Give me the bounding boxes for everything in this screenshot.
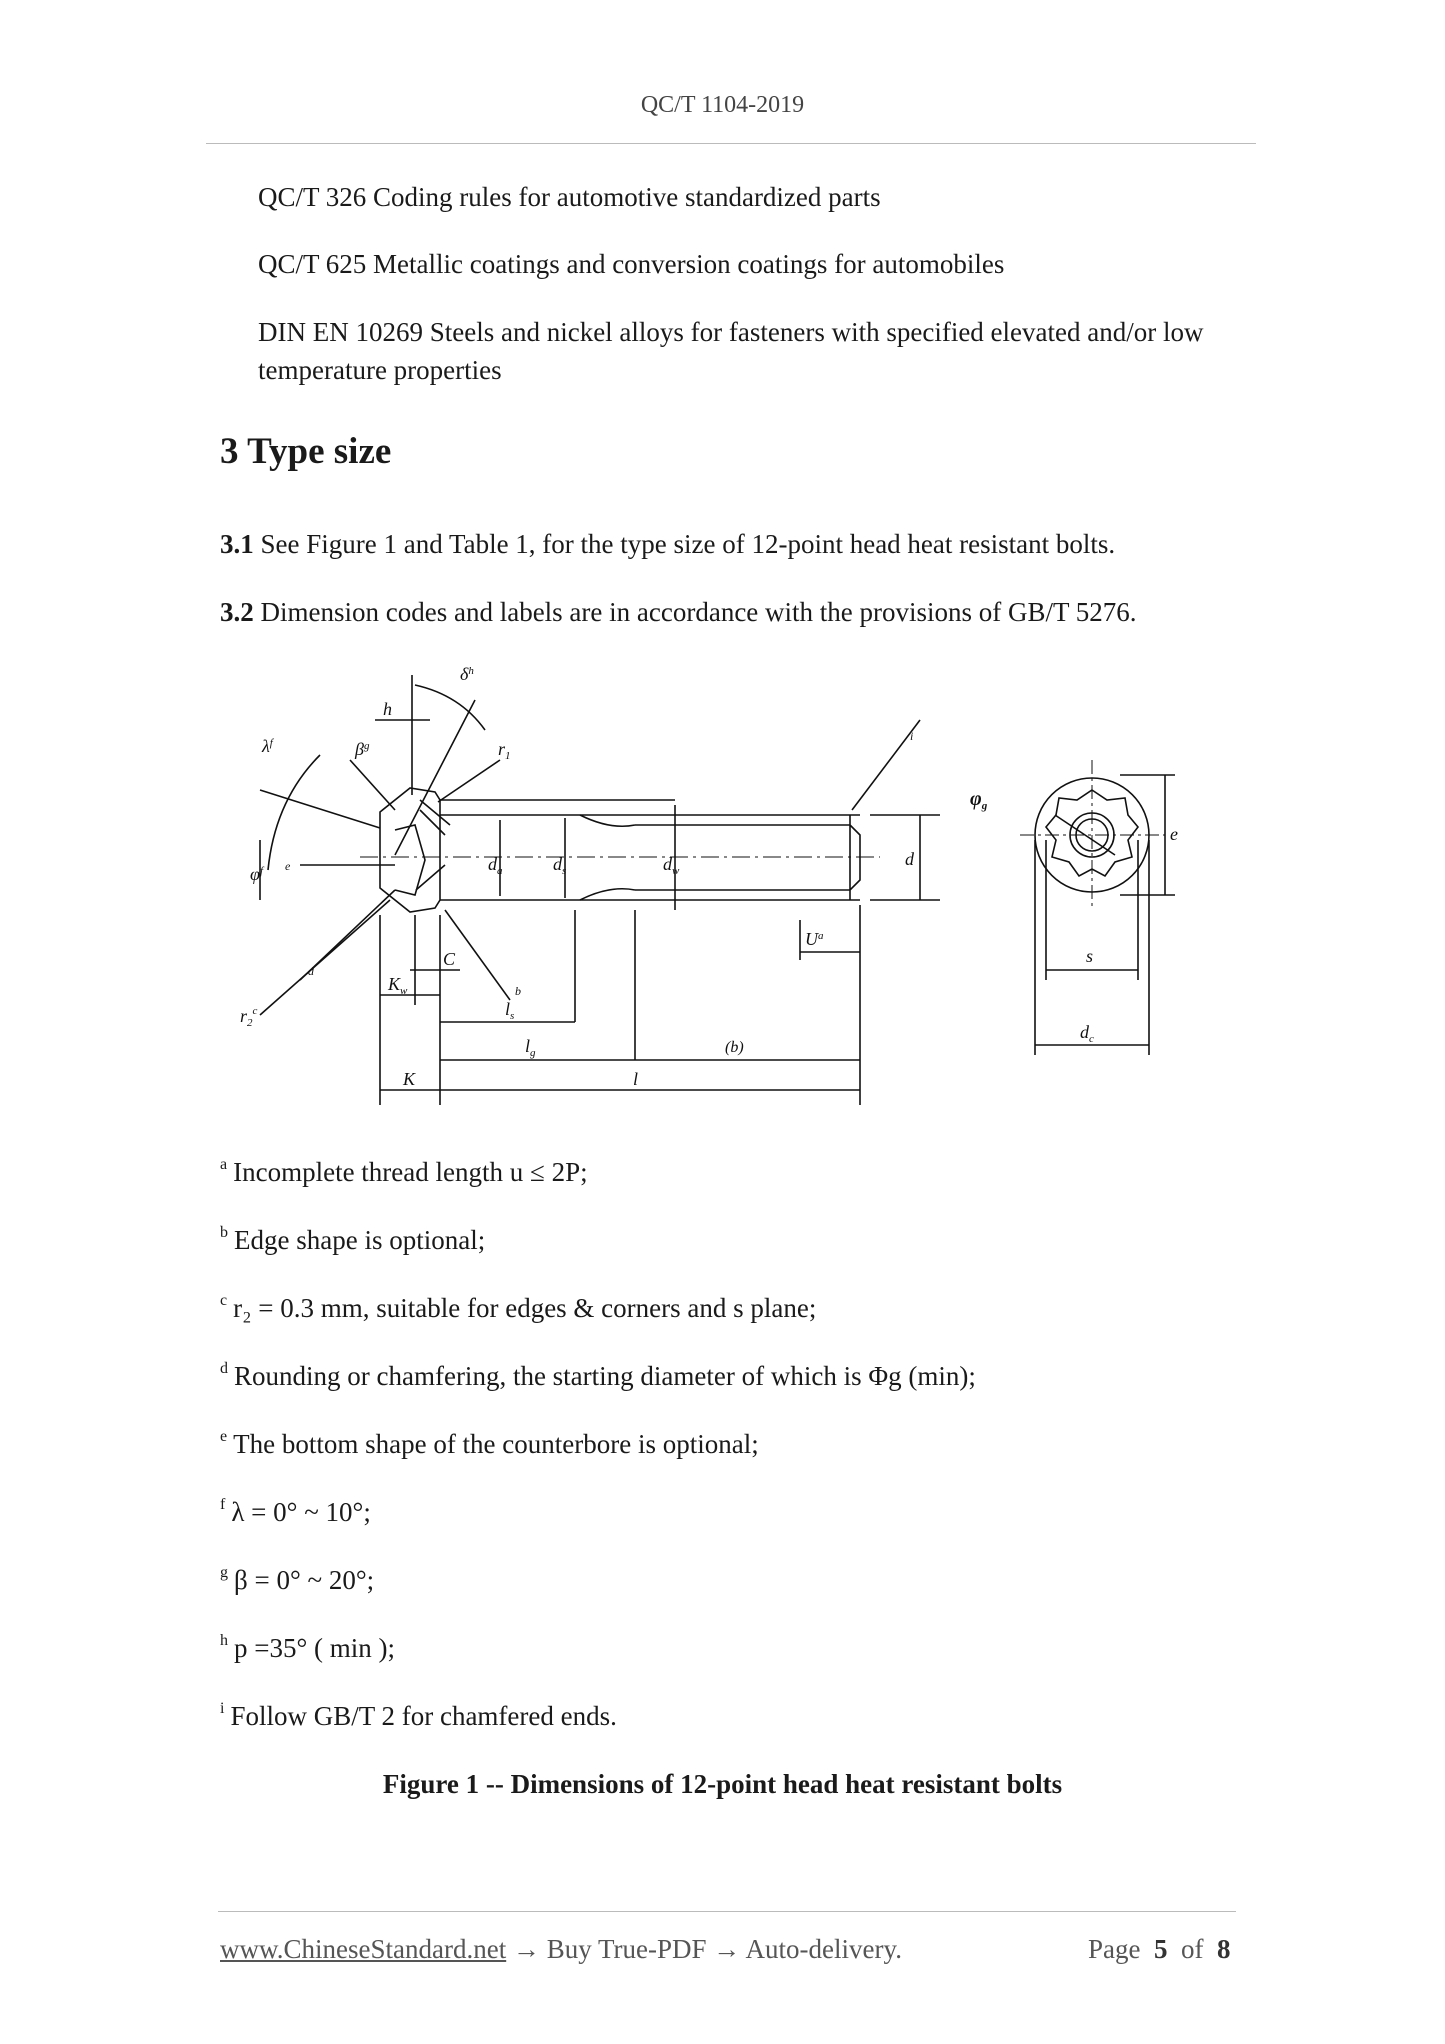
head-recess [395, 825, 425, 895]
header-divider [206, 143, 1256, 144]
label-marker-e: e [285, 859, 291, 873]
label-C: C [443, 949, 456, 969]
footnote-mark: g [220, 1564, 228, 1581]
footnote-text: Edge shape is optional; [234, 1225, 486, 1255]
label-h: h [383, 699, 392, 719]
footnote-text: Follow GB/T 2 for chamfered ends. [230, 1701, 617, 1731]
footnote-mark: i [220, 1700, 225, 1717]
label-U: $U^a$ [805, 929, 824, 949]
label-phi-f: $\varphi^f$ [250, 864, 264, 884]
label-ls: $l_s$ [505, 999, 515, 1022]
label-e: e [1170, 824, 1178, 844]
footnote-text: Incomplete thread length u ≤ 2P; [233, 1157, 588, 1187]
label-marker-d: d [308, 964, 314, 978]
label-l: l [633, 1069, 639, 1089]
label-dw: $d_w$ [663, 854, 680, 877]
running-header: QC/T 1104-2019 [640, 92, 805, 118]
page-number: 5 [1153, 1934, 1168, 1964]
label-Kw: $K_w$ [388, 974, 408, 997]
footnote-d [220, 1352, 976, 1395]
footnote-mark: c [220, 1292, 228, 1309]
site-link[interactable]: www.ChineseStandard.net [220, 1934, 507, 1964]
figure-caption: Figure 1 -- Dimensions of 12-point head heat resistant bolts [382, 1769, 1063, 1799]
section-heading: 3 Type size [220, 431, 392, 472]
footnote-mark: h [220, 1632, 228, 1649]
footnote-i [220, 1692, 617, 1735]
angle-lambda-arc [268, 755, 320, 870]
footnote-text: β = 0° ~ 20°; [234, 1565, 375, 1595]
footnote-text: Rounding or chamfering, the starting diameter of which is Φg (min); [234, 1361, 976, 1391]
label-r1: $r_1$ [498, 739, 511, 762]
label-lambda: $\lambda^f$ [262, 736, 273, 756]
footnote-text: λ = 0° ~ 10°; [231, 1497, 371, 1527]
label-ds: $d_s$ [553, 854, 567, 877]
delta-arc [415, 685, 485, 730]
footnote-h [220, 1624, 395, 1667]
clause-number: 3.2 [220, 597, 254, 627]
footnote-mark: d [220, 1360, 228, 1377]
reference-qct625: QC/T 625 Metallic coatings and conversion coatings for automobiles [258, 249, 1005, 279]
footnote-f [220, 1488, 371, 1531]
label-r2: $r_2^c$ [240, 1005, 258, 1029]
footer-divider [218, 1911, 1236, 1912]
clause-text: Dimension codes and labels are in accordance with the provisions of GB/T 5276. [253, 597, 1137, 627]
clause-3-1 [220, 525, 1115, 563]
label-da: $d_a$ [488, 854, 503, 877]
bolt-end-view [1020, 760, 1175, 1055]
footnote-g [220, 1556, 374, 1599]
footer-promo: → Buy True-PDF → Auto-delivery. [506, 1934, 902, 1964]
label-dc: $d_c$ [1080, 1022, 1094, 1045]
label-marker-b: b [515, 984, 521, 998]
page-word: Page [1088, 1934, 1141, 1964]
clause-3-2 [220, 593, 1137, 631]
footnote-c [220, 1284, 816, 1327]
footnote-text: r₂ = 0.3 mm, suitable for edges & corners and s plane; [233, 1293, 817, 1323]
label-marker-i: i [910, 729, 914, 743]
label-d: d [905, 849, 914, 869]
delta-leader [395, 700, 475, 855]
label-phi-g: $\varphi_g$ [970, 788, 988, 812]
beta-leader [350, 760, 395, 810]
label-K: K [403, 1069, 416, 1089]
page-indicator [1088, 1934, 1230, 1965]
reference-din-en-10269: DIN EN 10269 Steels and nickel alloys for fasteners with specified elevated and/or low temperature properties [258, 317, 1204, 385]
footnote-mark: b [220, 1224, 228, 1241]
r2-leader [260, 900, 390, 1015]
footnote-text: p =35° ( min ); [234, 1633, 396, 1663]
bolt-dimension-drawing [220, 660, 1260, 1120]
clause-number: 3.1 [220, 529, 254, 559]
footer-left [220, 1934, 902, 1965]
footnote-mark: e [220, 1428, 228, 1445]
r1-leader [438, 760, 500, 802]
footnote-mark: a [220, 1156, 228, 1173]
footnote-e [220, 1420, 759, 1463]
of-word: of [1180, 1934, 1204, 1964]
label-lg: $l_g$ [525, 1036, 536, 1059]
page-total: 8 [1216, 1934, 1231, 1964]
footnote-text: The bottom shape of the counterbore is optional; [233, 1429, 759, 1459]
footnote-a [220, 1148, 588, 1191]
footnote-mark: f [220, 1496, 226, 1513]
label-beta: $\beta^g$ [355, 739, 370, 759]
footnote-b [220, 1216, 485, 1259]
label-s: s [1086, 946, 1094, 966]
reference-qct326: QC/T 326 Coding rules for automotive standardized parts [258, 182, 881, 212]
clause-text: See Figure 1 and Table 1, for the type size of 12-point head heat resistant bolts. [253, 529, 1116, 559]
label-b: (b) [725, 1039, 744, 1056]
label-delta: $\delta^h$ [460, 664, 474, 684]
